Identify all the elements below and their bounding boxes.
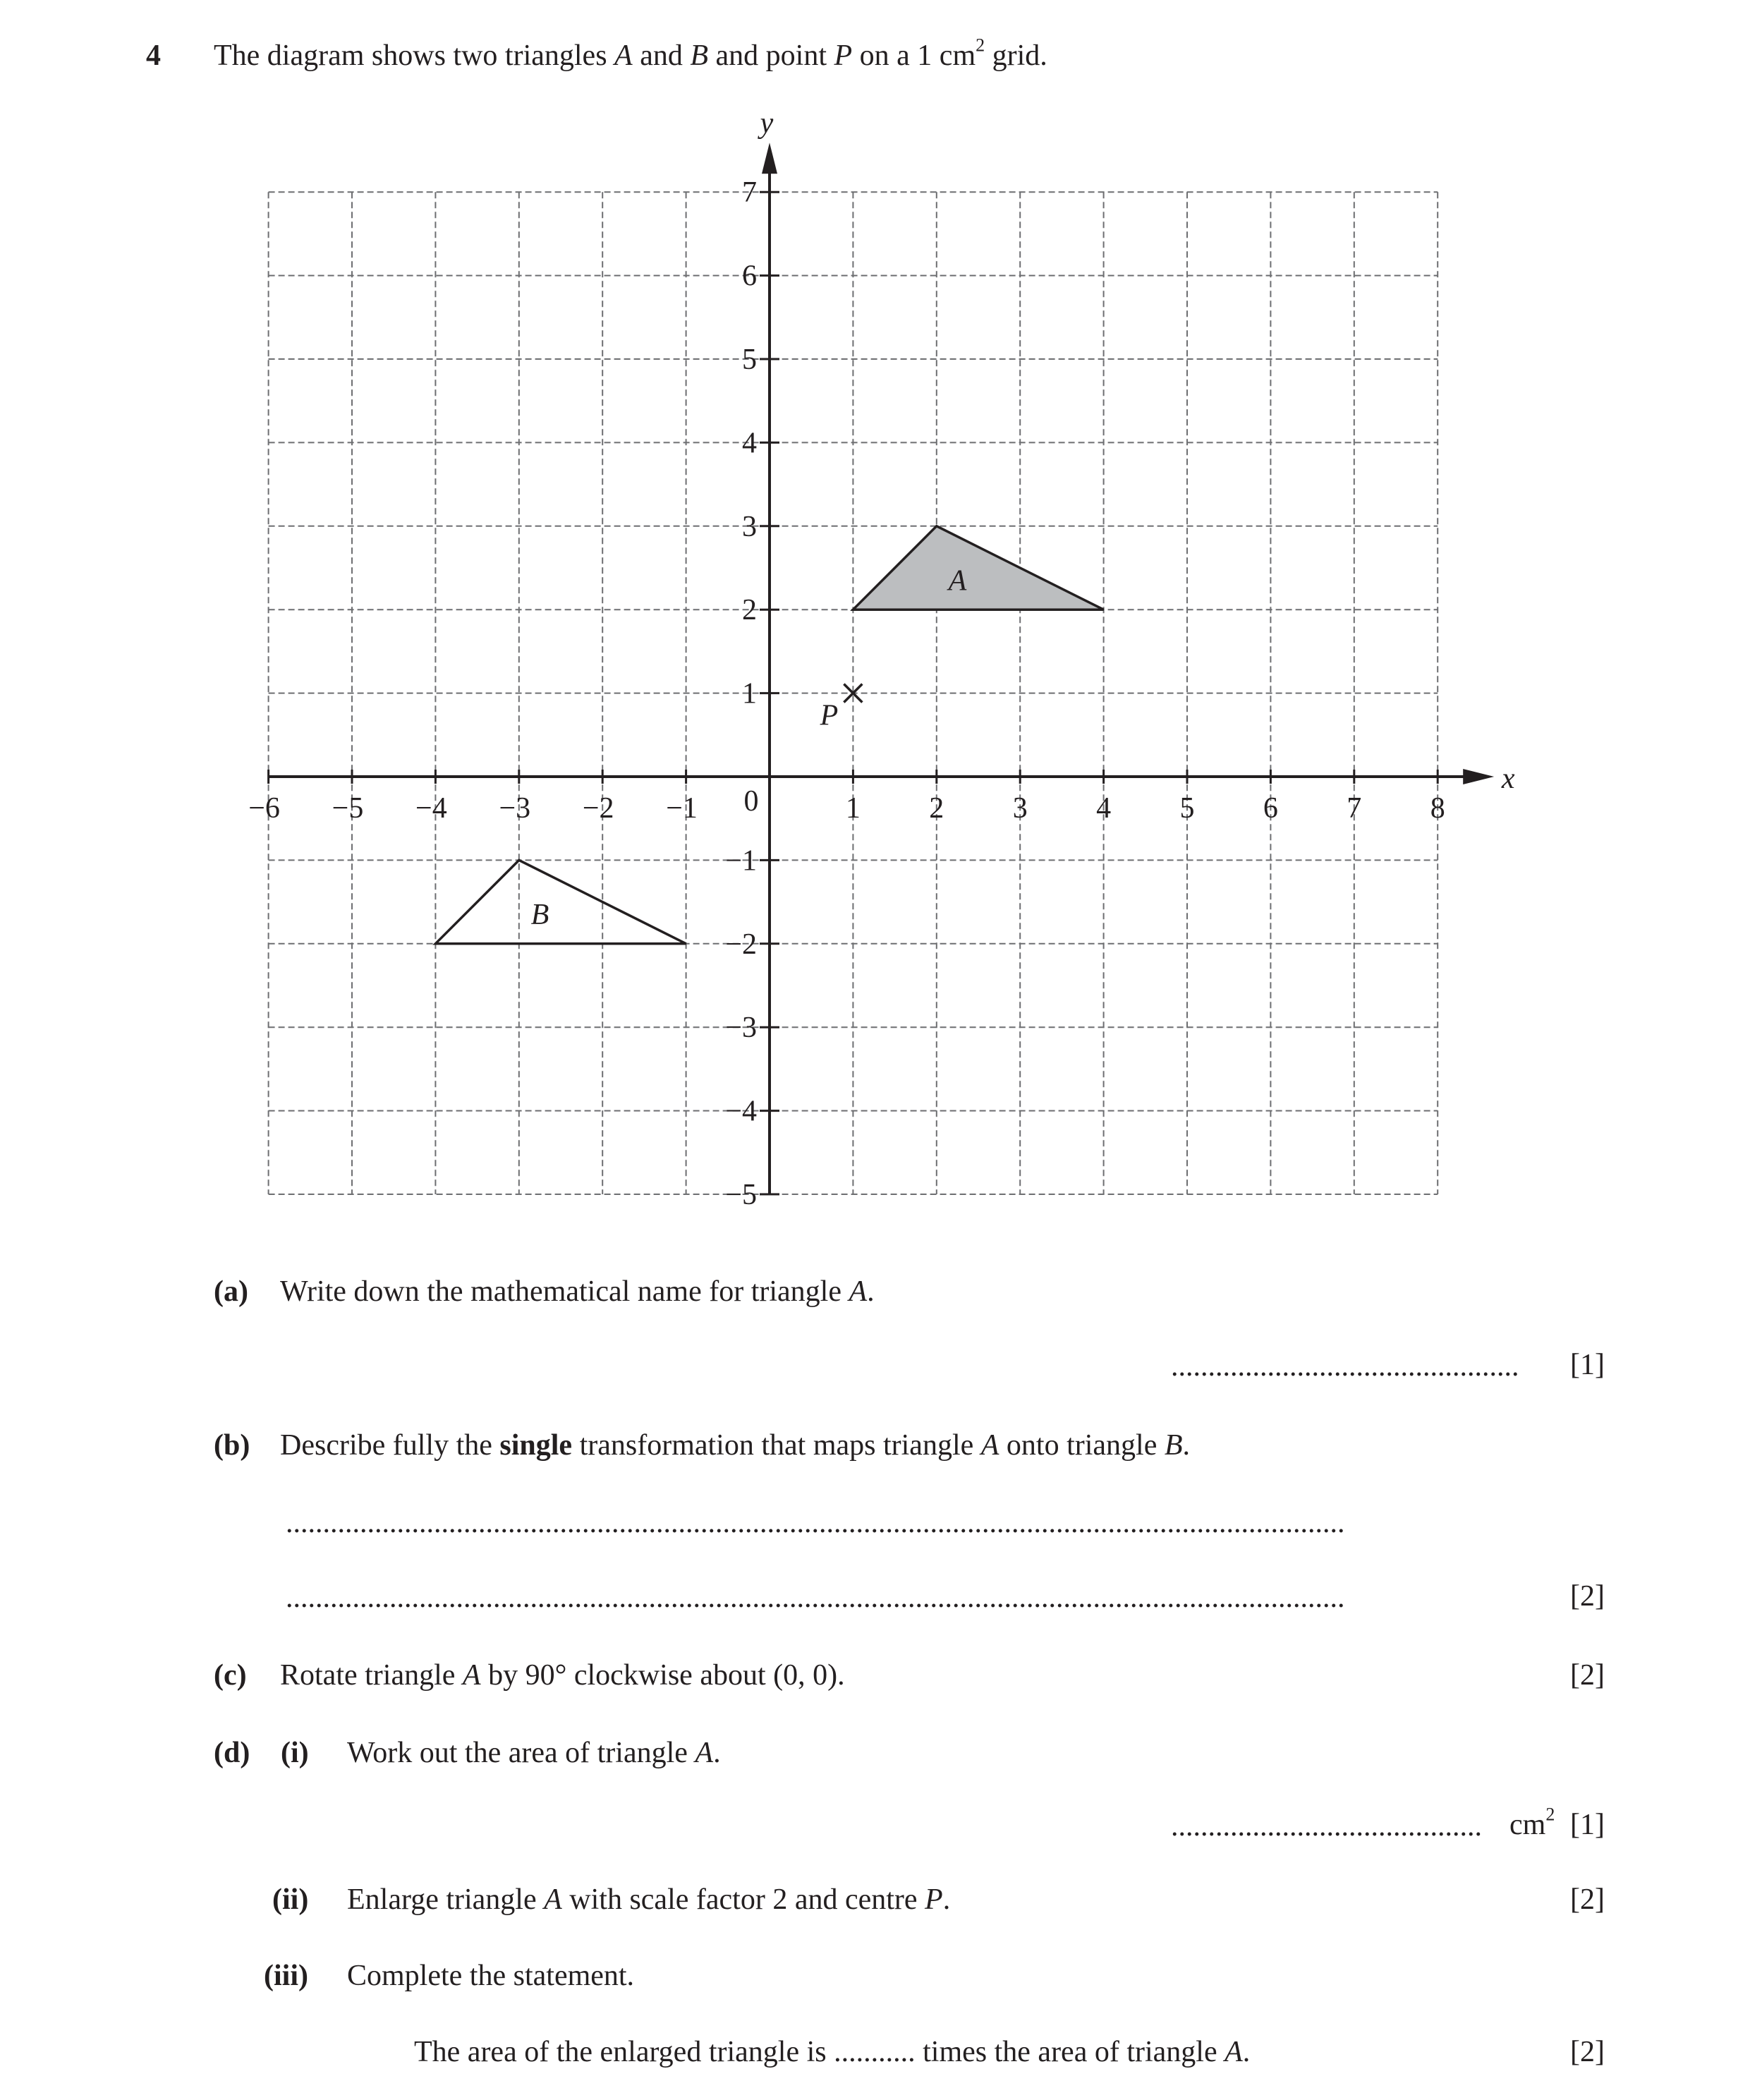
question-intro: The diagram shows two triangles A and B and point P on a 1 $cm^2$ grid. bbox=[214, 35, 1047, 72]
y-tick-label: 5 bbox=[742, 344, 757, 376]
part-a-marks: [1] bbox=[1570, 1349, 1605, 1381]
y-tick-label: −1 bbox=[725, 844, 757, 878]
point-p-label: P bbox=[820, 699, 839, 732]
y-axis-arrow bbox=[762, 142, 777, 174]
question-number: 4 bbox=[146, 40, 161, 72]
y-tick-label: 2 bbox=[742, 594, 757, 627]
y-tick-label: −3 bbox=[725, 1012, 757, 1045]
part-d-label: (d) bbox=[214, 1737, 250, 1769]
part-a-answer-line[interactable]: ............................................... bbox=[1171, 1350, 1519, 1383]
part-b-label: (b) bbox=[214, 1429, 250, 1462]
x-tick-label: 7 bbox=[1347, 792, 1362, 825]
x-tick-label: 5 bbox=[1179, 792, 1195, 825]
x-tick-label: −5 bbox=[332, 792, 364, 825]
x-axis-label: x bbox=[1501, 763, 1515, 795]
axis-labels bbox=[248, 107, 1515, 1211]
part-d-i-unit: $cm^2$ bbox=[1509, 1804, 1555, 1841]
y-tick-label: 3 bbox=[742, 510, 757, 543]
y-tick-label: 4 bbox=[742, 427, 757, 460]
part-b-question: Describe fully the single transformation that maps triangle A onto triangle B. bbox=[280, 1429, 1191, 1462]
x-tick-label: −4 bbox=[415, 792, 447, 825]
x-tick-label: −6 bbox=[248, 792, 280, 825]
y-tick-label: −4 bbox=[725, 1095, 757, 1128]
x-tick-label: 6 bbox=[1263, 792, 1278, 825]
part-b-answer-line-1[interactable]: ............................................................................................................................................... bbox=[286, 1507, 1345, 1539]
x-tick-label: 3 bbox=[1012, 792, 1028, 825]
x-tick-label: 2 bbox=[929, 792, 944, 825]
part-d-ii-label: (ii) bbox=[272, 1883, 309, 1916]
triangle-a bbox=[853, 526, 1103, 609]
part-d-iii-blank[interactable]: ........... bbox=[834, 2036, 916, 2068]
part-d-ii-marks: [2] bbox=[1570, 1883, 1605, 1916]
x-tick-label: −2 bbox=[582, 792, 614, 825]
part-a-label: (a) bbox=[214, 1275, 248, 1308]
part-b-answer-line-2[interactable]: ............................................................................................................................................... bbox=[286, 1582, 1345, 1614]
y-tick-label: 6 bbox=[742, 260, 757, 293]
part-d-iii-label: (iii) bbox=[264, 1960, 308, 1992]
axes bbox=[269, 142, 1495, 1194]
part-d-iii-marks: [2] bbox=[1570, 2036, 1605, 2068]
part-d-iii-statement: The area of the enlarged triangle is ........... times the area of triangle A. bbox=[414, 2036, 1251, 2068]
origin-label: 0 bbox=[743, 785, 759, 818]
triangle-a-label: A bbox=[948, 564, 967, 597]
x-tick-label: −3 bbox=[499, 792, 531, 825]
part-d-ii-question: Enlarge triangle A with scale factor 2 and centre P. bbox=[347, 1883, 951, 1916]
x-tick-label: 8 bbox=[1430, 792, 1445, 825]
part-d-iii-question: Complete the statement. bbox=[347, 1960, 635, 1992]
y-axis-label: y bbox=[760, 107, 774, 140]
y-tick-label: −2 bbox=[725, 928, 757, 961]
x-axis-arrow bbox=[1463, 769, 1494, 784]
part-c-label: (c) bbox=[214, 1659, 247, 1692]
part-c-question: Rotate triangle A by 90° clockwise about (0, 0). bbox=[280, 1659, 845, 1692]
triangle-b bbox=[435, 860, 686, 943]
part-c-marks: [2] bbox=[1570, 1659, 1605, 1692]
y-tick-label: −5 bbox=[725, 1179, 757, 1211]
x-tick-label: 1 bbox=[845, 792, 861, 825]
y-tick-label: 1 bbox=[742, 677, 757, 710]
x-tick-label: −1 bbox=[666, 792, 698, 825]
y-tick-label: 7 bbox=[742, 176, 757, 210]
triangle-b-label: B bbox=[530, 899, 549, 932]
part-d-i-answer-line[interactable]: .......................................... bbox=[1171, 1810, 1482, 1843]
part-a-question: Write down the mathematical name for triangle A. bbox=[280, 1275, 875, 1308]
part-d-i-question: Work out the area of triangle A. bbox=[347, 1737, 721, 1769]
part-b-marks: [2] bbox=[1570, 1580, 1605, 1613]
x-tick-label: 4 bbox=[1096, 792, 1112, 825]
part-d-i-marks: [1] bbox=[1570, 1809, 1605, 1841]
part-d-i-label: (i) bbox=[281, 1737, 309, 1769]
